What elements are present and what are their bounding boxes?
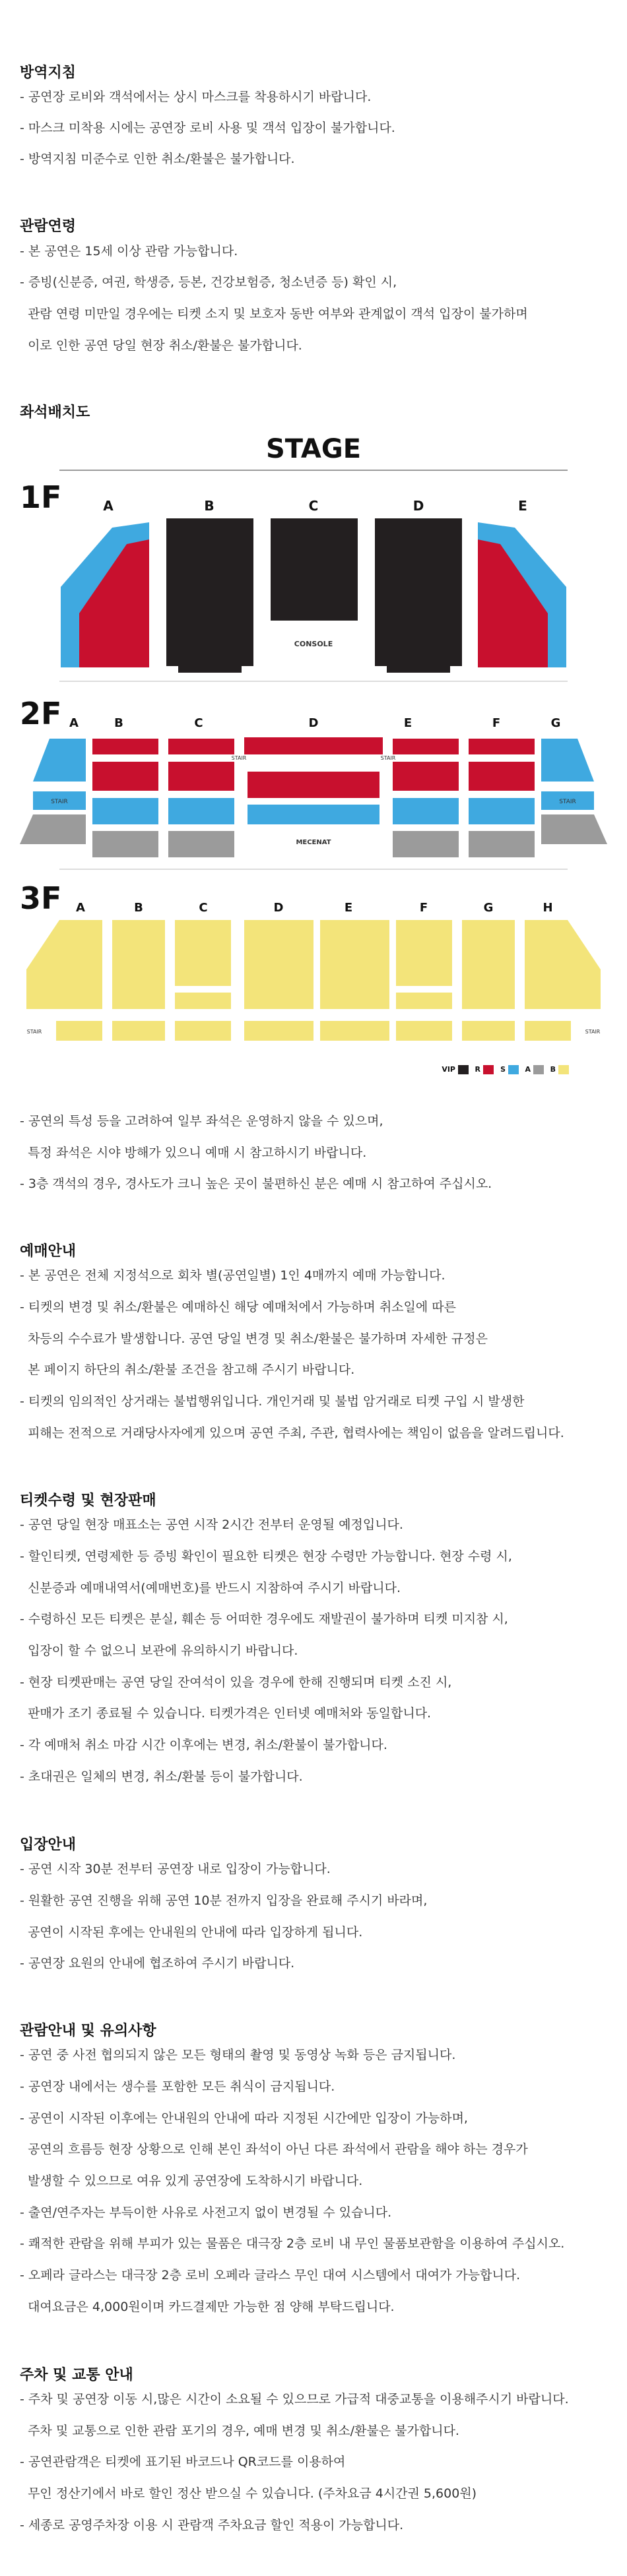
text-line: 공연이 시작된 후에는 안내원의 안내에 따라 입장하게 됩니다. <box>20 1925 363 1940</box>
seat-block-2f-f-a <box>469 831 535 857</box>
stair-label: STAIR <box>231 755 247 761</box>
seat-block-2f-b-a <box>92 831 158 857</box>
block-label: D <box>273 901 284 915</box>
stair-label: STAIR <box>26 1029 42 1035</box>
seat-block-2f-c-s <box>168 798 234 824</box>
section-title-pickup: 티켓수령 및 현장판매 <box>20 1492 156 1509</box>
text-line: - 공연관람객은 티켓에 표기된 바코드나 QR코드를 이용하여 <box>20 2455 346 2469</box>
seat-block-2f-e-s <box>393 798 459 824</box>
text-line: - 공연장 내에서는 생수를 포함한 모든 취식이 금지됩니다. <box>20 2079 335 2094</box>
text-line: - 방역지침 미준수로 인한 취소/환불은 불가합니다. <box>20 152 295 166</box>
text-line: - 공연 중 사전 협의되지 않은 모든 형태의 촬영 및 동영상 녹화 등은 금지됩니다. <box>20 2048 456 2062</box>
block-label: F <box>419 901 428 915</box>
seat-block-3f-f-b <box>396 920 452 986</box>
seat-block-3f-h-b <box>525 920 601 1009</box>
seat-block-2f-e-r2 <box>393 762 459 791</box>
text-line: 대여요금은 4,000원이며 카드결제만 가능한 점 양해 부탁드립니다. <box>20 2300 395 2314</box>
seat-block-2f-g-a <box>541 814 607 844</box>
text-line: 공연의 흐름등 현장 상황으로 인해 본인 좌석이 아닌 다른 좌석에서 관람을 해야 하는 경우가 <box>20 2142 528 2157</box>
seat-block-3f-c-b <box>175 920 231 986</box>
text-line: - 본 공연은 전체 지정석으로 회차 별(공연일별) 1인 4매까지 예매 가능합니다. <box>20 1268 446 1283</box>
text-line: 본 페이지 하단의 취소/환불 조건을 참고해 주시기 바랍니다. <box>20 1363 355 1377</box>
text-line: - 마스크 미착용 시에는 공연장 로비 사용 및 객석 입장이 불가합니다. <box>20 121 395 135</box>
seat-block-2f-g-s <box>541 739 594 782</box>
legend-swatch-a <box>533 1065 544 1074</box>
block-label: B <box>114 716 123 730</box>
seat-block-3f-b-b2 <box>112 1021 165 1041</box>
text-line: - 오페라 글라스는 대극장 2층 로비 오페라 글라스 무인 대여 시스템에서 대여가 가능합니다. <box>20 2268 521 2283</box>
block-label: F <box>492 716 501 730</box>
legend-swatch-b <box>558 1065 569 1074</box>
text-line: - 주차 및 공연장 이동 시,많은 시간이 소요될 수 있으므로 가급적 대중교통을 이용해주시기 바랍니다. <box>20 2392 569 2407</box>
block-label: B <box>134 901 143 915</box>
seat-block-2f-d-r2 <box>248 772 380 798</box>
seat-block-3f-c-b3 <box>175 1021 231 1041</box>
seat-block-3f-f-b2 <box>396 993 452 1009</box>
seat-block-2f-f-r <box>469 739 535 754</box>
block-label: C <box>199 901 208 915</box>
section-title-seating: 좌석배치도 <box>20 404 90 421</box>
seat-block-3f-d-b <box>244 920 314 1009</box>
seat-block-2f-a-s <box>33 739 86 782</box>
text-line: - 3층 객석의 경우, 경사도가 크니 높은 곳이 불편하신 분은 예매 시 참고하여 주십시오. <box>20 1177 492 1191</box>
seat-block-3f-d-b2 <box>244 1021 314 1041</box>
legend-swatch-vip <box>458 1065 469 1074</box>
seat-block-2f-b-r <box>92 739 158 754</box>
seat-block-1f-b-vip <box>166 518 253 666</box>
text-line: - 원활한 공연 진행을 위해 공연 10분 전까지 입장을 완료해 주시기 바라며, <box>20 1893 428 1908</box>
seat-block-3f-g-b2 <box>462 1021 515 1041</box>
stage-label: STAGE <box>265 434 362 464</box>
section-title-booking: 예매안내 <box>20 1243 77 1260</box>
text-line: - 공연이 시작된 이후에는 안내원의 안내에 따라 지정된 시간에만 입장이 가능하며, <box>20 2111 468 2126</box>
stair-label: STAIR <box>585 1029 601 1035</box>
text-line: 차등의 수수료가 발생합니다. 공연 당일 변경 및 취소/환불은 불가하며 자세한 규정은 <box>20 1332 488 1346</box>
legend-label-r: R <box>475 1065 480 1074</box>
seat-block-2f-d-s <box>248 805 380 824</box>
block-label: D <box>412 498 424 514</box>
floor-label-2f: 2F <box>20 696 62 731</box>
text-line: 발생할 수 있으므로 여유 있게 공연장에 도착하시기 바랍니다. <box>20 2174 363 2188</box>
seat-block-3f-a-b <box>26 920 102 1009</box>
section-title-entry: 입장안내 <box>20 1837 77 1853</box>
seat-block-2f-c-r2 <box>168 762 234 791</box>
seat-block-3f-b-b <box>112 920 165 1009</box>
stair-label: STAIR <box>559 799 576 805</box>
seat-block-2f-d-r <box>244 737 383 754</box>
section-title-age: 관람연령 <box>20 218 77 235</box>
text-line: - 출연/연주자는 부득이한 사유로 사전고지 없이 변경될 수 있습니다. <box>20 2205 392 2220</box>
seat-block-1f-d-tail <box>387 666 450 673</box>
text-line: - 초대권은 일체의 변경, 취소/환불 등이 불가합니다. <box>20 1769 303 1784</box>
text-line: - 공연의 특성 등을 고려하여 일부 좌석은 운영하지 않을 수 있으며, <box>20 1114 383 1128</box>
text-line: - 공연 당일 현장 매표소는 공연 시작 2시간 전부터 운영될 예정입니다. <box>20 1518 403 1532</box>
text-line: - 본 공연은 15세 이상 관람 가능합니다. <box>20 244 238 259</box>
seat-block-2f-f-r2 <box>469 762 535 791</box>
text-line: 입장이 할 수 없으니 보관에 유의하시기 바랍니다. <box>20 1643 298 1658</box>
mecenat-label: MECENAT <box>296 839 331 846</box>
text-line: - 티켓의 변경 및 취소/환불은 예매하신 해당 예매처에서 가능하며 취소일에 따른 <box>20 1300 456 1314</box>
block-label: G <box>550 716 561 730</box>
block-label: A <box>69 716 79 730</box>
section-title-parking: 주차 및 교통 안내 <box>20 2367 133 2383</box>
block-label: G <box>483 901 494 915</box>
seat-block-2f-a-a <box>20 814 86 844</box>
seat-block-1f-d-vip <box>375 518 462 666</box>
seat-block-2f-c-a <box>168 831 234 857</box>
legend-label-a: A <box>525 1065 531 1074</box>
legend-label-vip: VIP <box>442 1065 455 1074</box>
text-line: 관람 연령 미만일 경우에는 티켓 소지 및 보호자 동반 여부와 관계없이 객석 입장이 불가하며 <box>20 307 528 321</box>
seat-block-3f-f-b3 <box>396 1021 452 1041</box>
stair-label: STAIR <box>380 755 396 761</box>
text-line: - 현장 티켓판매는 공연 당일 잔여석이 있을 경우에 한해 진행되며 티켓 소진 시, <box>20 1675 452 1690</box>
seat-block-2f-b-r2 <box>92 762 158 791</box>
text-line: - 공연장 로비와 객석에서는 상시 마스크를 착용하시기 바랍니다. <box>20 90 372 104</box>
text-line: - 각 예매처 취소 마감 시간 이후에는 변경, 취소/환불이 불가합니다. <box>20 1738 387 1752</box>
block-label: C <box>308 498 319 514</box>
section-title-quarantine: 방역지침 <box>20 65 77 81</box>
floor-label-3f: 3F <box>20 880 62 916</box>
block-label: H <box>543 901 553 915</box>
seat-block-1f-b-tail <box>178 666 242 673</box>
text-line: 피해는 전적으로 거래당사자에게 있으며 공연 주최, 주관, 협력사에는 책임이 없음을 알려드립니다. <box>20 1426 564 1440</box>
block-label: A <box>103 498 114 514</box>
block-label: C <box>194 716 203 730</box>
block-label: A <box>76 901 85 915</box>
text-line: - 티켓의 임의적인 상거래는 불법행위입니다. 개인거래 및 불법 암거래로 티켓 구입 시 발생한 <box>20 1394 525 1409</box>
seat-block-2f-b-s <box>92 798 158 824</box>
text-line: - 증빙(신분증, 여권, 학생증, 등본, 건강보험증, 청소년증 등) 확인 시, <box>20 275 397 290</box>
seat-block-3f-e-b <box>320 920 389 1009</box>
seat-block-3f-a-b2 <box>56 1021 102 1041</box>
seat-block-2f-f-s <box>469 798 535 824</box>
text-line: 특정 좌석은 시야 방해가 있으니 예매 시 참고하시기 바랍니다. <box>20 1146 367 1160</box>
seat-block-2f-e-a <box>393 831 459 857</box>
seat-block-3f-e-b2 <box>320 1021 389 1041</box>
seat-block-3f-h-b2 <box>525 1021 571 1041</box>
text-line: - 수령하신 모든 티켓은 분실, 훼손 등 어떠한 경우에도 재발권이 불가하며 티켓 미지참 시, <box>20 1612 508 1626</box>
section-title-viewing: 관람안내 및 유의사항 <box>20 2023 156 2039</box>
seat-block-1f-c-vip <box>271 518 358 621</box>
legend-swatch-s <box>508 1065 519 1074</box>
seat-map <box>20 429 607 1088</box>
text-line: - 공연 시작 30분 전부터 공연장 내로 입장이 가능합니다. <box>20 1862 331 1876</box>
text-line: 무인 정산기에서 바로 할인 정산 받으실 수 있습니다. (주차요금 4시간권 5,600원) <box>20 2486 477 2501</box>
text-line: - 쾌적한 관람을 위해 부피가 있는 물품은 대극장 2층 로비 내 무인 물품보관함을 이용하여 주십시오. <box>20 2236 565 2251</box>
text-line: 판매가 조기 종료될 수 있습니다. 티켓가격은 인터넷 예매처와 동일합니다. <box>20 1706 432 1721</box>
text-line: 주차 및 교통으로 인한 관람 포기의 경우, 예매 변경 및 취소/환불은 불가합니다. <box>20 2424 459 2438</box>
legend-label-b: B <box>550 1065 556 1074</box>
text-line: 신분증과 예매내역서(예매번호)를 반드시 지참하여 주시기 바랍니다. <box>20 1581 401 1595</box>
block-label: B <box>204 498 214 514</box>
text-line: - 공연장 요원의 안내에 협조하여 주시기 바랍니다. <box>20 1956 295 1971</box>
text-line: - 할인티켓, 연령제한 등 증빙 확인이 필요한 티켓은 현장 수령만 가능합니다. 현장 수령 시, <box>20 1549 512 1564</box>
stair-label: STAIR <box>51 799 68 805</box>
seat-block-2f-c-r <box>168 739 234 754</box>
legend-swatch-r <box>483 1065 494 1074</box>
console-label: CONSOLE <box>294 640 333 648</box>
block-label: E <box>344 901 353 915</box>
text-line: - 세종로 공영주차장 이용 시 관람객 주차요금 할인 적용이 가능합니다. <box>20 2518 404 2532</box>
seat-block-3f-g-b <box>462 920 515 1009</box>
text-line: 이로 인한 공연 당일 현장 취소/환불은 불가합니다. <box>20 338 302 353</box>
block-label: D <box>308 716 319 730</box>
legend-label-s: S <box>500 1065 506 1074</box>
block-label: E <box>518 498 527 514</box>
block-label: E <box>403 716 412 730</box>
seat-block-3f-c-b2 <box>175 993 231 1009</box>
floor-label-1f: 1F <box>20 479 62 515</box>
seat-block-2f-e-r <box>393 739 459 754</box>
